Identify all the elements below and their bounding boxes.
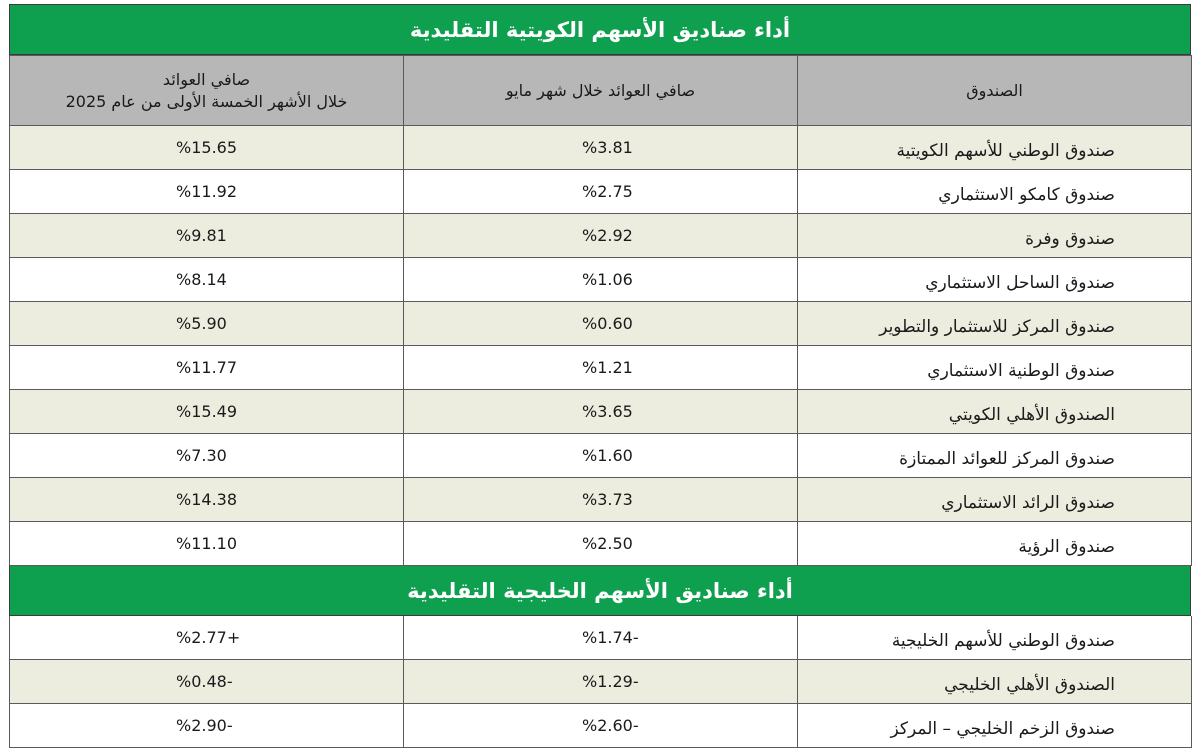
ytd-return: %2.90- bbox=[10, 704, 404, 748]
fund-name: صندوق الزخم الخليجي – المركز bbox=[798, 704, 1192, 748]
table-row bbox=[10, 390, 1192, 434]
header-may-returns: صافي العوائد خلال شهر مايو bbox=[404, 56, 798, 126]
table-row bbox=[10, 616, 1192, 660]
gulf-funds-title: أداء صناديق الأسهم الخليجية التقليدية bbox=[9, 566, 1191, 616]
ytd-return: %11.92 bbox=[10, 170, 404, 214]
may-return: %3.81 bbox=[404, 126, 798, 170]
kuwait-funds-table bbox=[9, 55, 1192, 566]
may-return: %2.92 bbox=[404, 214, 798, 258]
fund-name: الصندوق الأهلي الخليجي bbox=[798, 660, 1192, 704]
ytd-return: %11.10 bbox=[10, 522, 404, 566]
may-return: %3.73 bbox=[404, 478, 798, 522]
ytd-return: %7.30 bbox=[10, 434, 404, 478]
ytd-return: %8.14 bbox=[10, 258, 404, 302]
header-ytd-line2: خلال الأشهر الخمسة الأولى من عام 2025 bbox=[65, 91, 348, 111]
table-row bbox=[10, 346, 1192, 390]
may-return: %2.75 bbox=[404, 170, 798, 214]
fund-name: الصندوق الأهلي الكويتي bbox=[798, 390, 1192, 434]
table-header-row bbox=[10, 56, 1192, 126]
fund-name: صندوق المركز للاستثمار والتطوير bbox=[798, 302, 1192, 346]
header-ytd-line1: صافي العوائد bbox=[162, 69, 251, 89]
fund-name: صندوق كامكو الاستثماري bbox=[798, 170, 1192, 214]
may-return: %1.29- bbox=[404, 660, 798, 704]
ytd-return: %0.48- bbox=[10, 660, 404, 704]
kuwait-funds-title: أداء صناديق الأسهم الكويتية التقليدية bbox=[9, 4, 1191, 55]
header-ytd-returns bbox=[10, 56, 404, 126]
table-row bbox=[10, 302, 1192, 346]
header-fund: الصندوق bbox=[798, 56, 1192, 126]
fund-name: صندوق المركز للعوائد الممتازة bbox=[798, 434, 1192, 478]
fund-name: صندوق الساحل الاستثماري bbox=[798, 258, 1192, 302]
gulf-funds-table bbox=[9, 616, 1192, 748]
ytd-return: %2.77+ bbox=[10, 616, 404, 660]
ytd-return: %14.38 bbox=[10, 478, 404, 522]
funds-performance-table-container bbox=[9, 4, 1191, 748]
table-row bbox=[10, 478, 1192, 522]
table-row bbox=[10, 434, 1192, 478]
fund-name: صندوق الوطنية الاستثماري bbox=[798, 346, 1192, 390]
fund-name: صندوق الوطني للأسهم الخليجية bbox=[798, 616, 1192, 660]
table-row bbox=[10, 660, 1192, 704]
may-return: %0.60 bbox=[404, 302, 798, 346]
table-row bbox=[10, 258, 1192, 302]
ytd-return: %9.81 bbox=[10, 214, 404, 258]
may-return: %1.06 bbox=[404, 258, 798, 302]
table-row bbox=[10, 126, 1192, 170]
ytd-return: %15.65 bbox=[10, 126, 404, 170]
table-row bbox=[10, 704, 1192, 748]
fund-name: صندوق الوطني للأسهم الكويتية bbox=[798, 126, 1192, 170]
may-return: %2.60- bbox=[404, 704, 798, 748]
fund-name: صندوق الرؤية bbox=[798, 522, 1192, 566]
ytd-return: %5.90 bbox=[10, 302, 404, 346]
may-return: %1.21 bbox=[404, 346, 798, 390]
table-row bbox=[10, 522, 1192, 566]
ytd-return: %15.49 bbox=[10, 390, 404, 434]
table-row bbox=[10, 214, 1192, 258]
fund-name: صندوق الرائد الاستثماري bbox=[798, 478, 1192, 522]
fund-name: صندوق وفرة bbox=[798, 214, 1192, 258]
may-return: %2.50 bbox=[404, 522, 798, 566]
table-row bbox=[10, 170, 1192, 214]
may-return: %3.65 bbox=[404, 390, 798, 434]
may-return: %1.60 bbox=[404, 434, 798, 478]
ytd-return: %11.77 bbox=[10, 346, 404, 390]
may-return: %1.74- bbox=[404, 616, 798, 660]
